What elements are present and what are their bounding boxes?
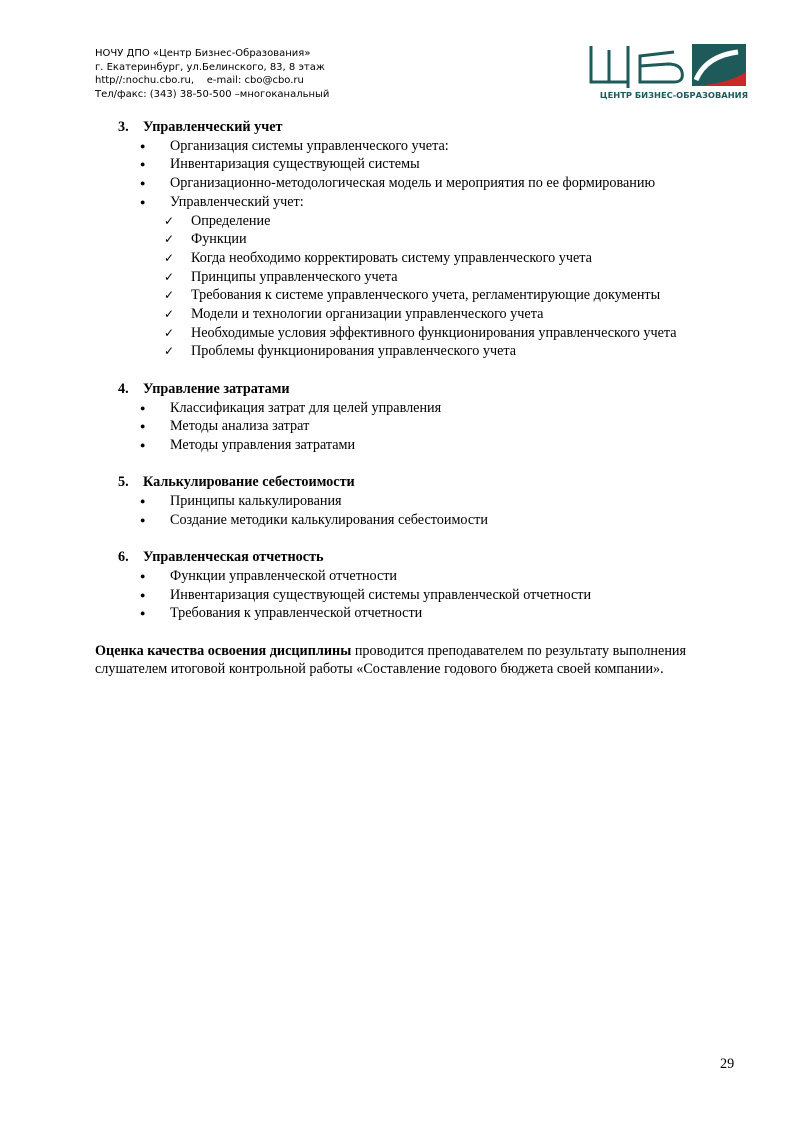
- list-item: [95, 155, 735, 174]
- bullet-list: [95, 399, 735, 455]
- list-item: [95, 604, 735, 623]
- check-item-text: Принципы управленческого учета: [191, 268, 398, 285]
- section-title: Калькулирование себестоимости: [143, 474, 355, 491]
- section-managerial-accounting: [95, 118, 735, 361]
- section-cost-management: [95, 380, 735, 455]
- checkmark-icon: ✓: [164, 232, 175, 247]
- evaluation-lead: Оценка качества освоения дисциплины: [95, 642, 352, 659]
- list-item: [95, 436, 735, 455]
- list-item: [95, 174, 735, 193]
- list-item: [95, 586, 735, 605]
- list-item-text: Функции управленческой отчетности: [170, 567, 398, 584]
- bullet-icon: ●: [140, 159, 146, 170]
- check-item-text: Требования к системе управленческого учета, регламентирующие документы: [191, 287, 661, 304]
- org-name: НОЧУ ДПО «Центр Бизнес-Образования»: [95, 48, 311, 59]
- check-item: [95, 230, 735, 249]
- bullet-icon: ●: [140, 514, 146, 525]
- section-number: 6.: [118, 549, 129, 566]
- section-heading: [95, 473, 735, 492]
- company-logo: [588, 42, 748, 104]
- check-item: [95, 342, 735, 361]
- list-item: [95, 193, 735, 212]
- list-item: [95, 492, 735, 511]
- organization-info: [95, 47, 329, 101]
- bullet-icon: ●: [140, 496, 146, 507]
- org-web-email: http//:nochu.cbo.ru, e-mail: cbo@cbo.ru: [95, 75, 304, 86]
- checkmark-icon: ✓: [164, 288, 175, 303]
- list-item-text: Управленческий учет:: [170, 193, 304, 210]
- bullet-icon: ●: [140, 608, 146, 619]
- check-item-text: Когда необходимо корректировать систему управленческого учета: [191, 249, 592, 266]
- list-item-text: Инвентаризация существующей системы управленческой отчетности: [170, 586, 592, 603]
- bullet-icon: ●: [140, 178, 146, 189]
- list-item-text: Классификация затрат для целей управления: [170, 399, 442, 416]
- list-item-text: Методы анализа затрат: [170, 418, 310, 435]
- list-item-text: Организационно-методологическая модель и мероприятия по ее формированию: [170, 175, 656, 192]
- checkmark-icon: ✓: [164, 213, 175, 228]
- section-number: 3.: [118, 119, 129, 135]
- check-item-text: Определение: [191, 212, 271, 229]
- list-item: [95, 567, 735, 586]
- list-item-text: Принципы калькулирования: [170, 493, 342, 510]
- logo-graphic: [588, 42, 748, 90]
- bullet-list: [95, 567, 735, 623]
- check-item-text: Функции: [191, 231, 247, 248]
- bullet-list: [95, 492, 735, 529]
- page-number: 29: [720, 1056, 735, 1072]
- section-costing: [95, 473, 735, 529]
- check-item: [95, 249, 735, 268]
- bullet-icon: ●: [140, 196, 146, 207]
- list-item-text: Инвентаризация существующей системы: [170, 156, 420, 173]
- checkmark-icon: ✓: [164, 325, 175, 340]
- bullet-icon: ●: [140, 140, 146, 151]
- bullet-icon: ●: [140, 421, 146, 432]
- list-item-text: Организация системы управленческого учета:: [170, 137, 449, 154]
- bullet-icon: ●: [140, 589, 146, 600]
- checkmark-icon: ✓: [164, 250, 175, 265]
- checklist: [95, 212, 735, 362]
- section-number: 4.: [118, 380, 129, 397]
- evaluation-text: проводится преподавателем по результату выполнения слушателем итоговой контрольной работы «Составление годового бюджета своей компании».: [95, 642, 687, 678]
- document-body: [95, 118, 735, 679]
- bullet-icon: ●: [140, 570, 146, 581]
- check-item: [95, 268, 735, 287]
- bullet-icon: ●: [140, 439, 146, 450]
- check-item-text: Проблемы функционирования управленческого учета: [191, 343, 517, 360]
- check-item: [95, 286, 735, 305]
- section-title: Управление затратами: [143, 380, 290, 397]
- bullet-list: [95, 137, 735, 212]
- section-title: Управленческая отчетность: [143, 549, 324, 566]
- check-item-text: Модели и технологии организации управленческого учета: [191, 306, 544, 323]
- evaluation-paragraph: [95, 642, 715, 679]
- logo-letter-ts: [591, 46, 628, 88]
- bullet-icon: ●: [140, 402, 146, 413]
- section-heading: [95, 380, 735, 399]
- list-item: [95, 417, 735, 436]
- list-item: [95, 137, 735, 156]
- list-item-text: Методы управления затратами: [170, 436, 356, 453]
- check-item: [95, 212, 735, 231]
- check-item-text: Необходимые условия эффективного функционирования управленческого учета: [191, 324, 677, 341]
- section-number: 5.: [118, 474, 129, 491]
- section-heading: [95, 118, 735, 137]
- list-item-text: Создание методики калькулирования себестоимости: [170, 511, 488, 528]
- check-item: [95, 324, 735, 343]
- list-item-text: Требования к управленческой отчетности: [170, 605, 423, 622]
- list-item: [95, 511, 735, 530]
- section-heading: [95, 548, 735, 567]
- logo-caption: ЦЕНТР БИЗНЕС-ОБРАЗОВАНИЯ: [599, 90, 748, 100]
- logo-letter-b: [640, 52, 682, 82]
- checkmark-icon: ✓: [164, 307, 175, 322]
- check-item: [95, 305, 735, 324]
- section-title: Управленческий учет: [143, 119, 283, 135]
- org-phone: Тел/факс: (343) 38-50-500 –многоканальный: [95, 88, 330, 100]
- org-address: г. Екатеринбург, ул.Белинского, 83, 8 этаж: [95, 61, 325, 73]
- checkmark-icon: ✓: [164, 344, 175, 359]
- list-item: [95, 399, 735, 418]
- section-managerial-reporting: [95, 548, 735, 623]
- checkmark-icon: ✓: [164, 269, 175, 284]
